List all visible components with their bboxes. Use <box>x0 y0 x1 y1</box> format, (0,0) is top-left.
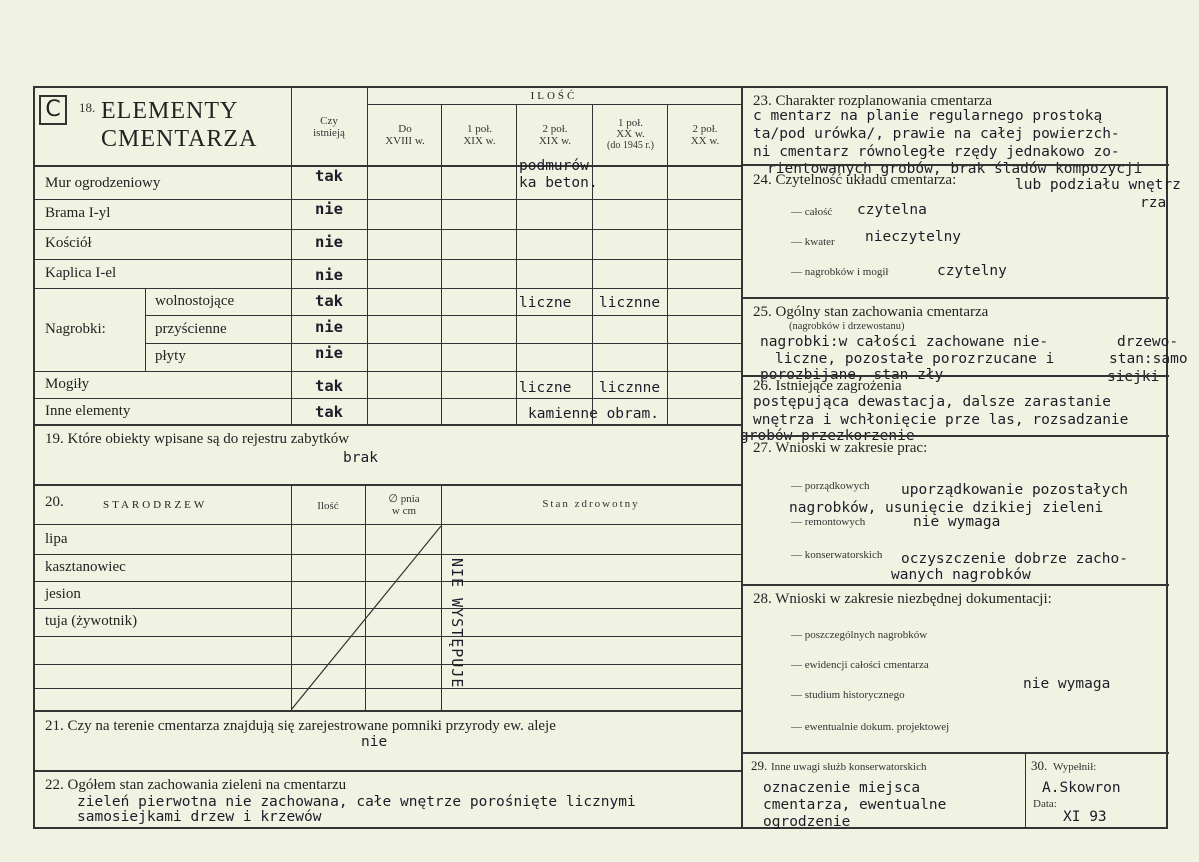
exists-value: nie <box>315 266 343 284</box>
element-label: przyścienne <box>155 321 227 337</box>
element-label: Mur ogrodzeniowy <box>45 175 161 191</box>
strike-diagonal <box>291 526 443 710</box>
q21-answer: nie <box>361 734 388 750</box>
mogily-2pol-note: liczne <box>519 380 572 396</box>
record-card <box>33 86 1188 830</box>
q25-right-line: siejki <box>1107 369 1160 385</box>
q26-line: postępująca dewastacja, dalsze zarastanie <box>753 394 1111 410</box>
grid-line <box>741 164 1169 166</box>
q23-line: ta/pod urówka/, prawie na całej powierzch- <box>753 126 1120 142</box>
istnieja-text: istnieją <box>313 127 345 139</box>
q26-label: 26. Istniejące zagrożenia <box>753 378 902 394</box>
q30-wypelnil: Wypełnił: <box>1053 761 1097 773</box>
q28-item: — ewidencji całości cmentarza <box>791 659 929 671</box>
q25-right-line: stan:samo <box>1109 351 1188 367</box>
grid-line <box>35 398 741 399</box>
grid-line <box>35 424 741 426</box>
exists-value: tak <box>315 403 343 421</box>
czy-istnieja-header <box>293 115 365 139</box>
period-do-xviii <box>369 123 441 147</box>
grid-line <box>1025 752 1026 829</box>
q30-number: 30. <box>1031 758 1048 773</box>
grid-line <box>367 88 368 424</box>
mur-note-1: podmurów <box>519 158 589 174</box>
q24-row-value: czytelna <box>857 202 927 218</box>
exists-value: nie <box>315 344 343 362</box>
grid-line <box>35 484 741 486</box>
q25-label: 25. Ogólny stan zachowania cmentarza <box>753 304 989 320</box>
q27-konserwatorskich: — konserwatorskich <box>791 549 883 561</box>
grid-line <box>441 104 442 424</box>
period-2pol-xix <box>518 123 592 147</box>
q20-title: STARODRZEW <box>103 499 208 511</box>
grid-line <box>35 770 741 772</box>
grid-line <box>35 371 741 372</box>
grid-line <box>35 165 741 167</box>
element-label: Mogiły <box>45 376 90 392</box>
pnia-text: w cm <box>391 505 417 517</box>
pnia-text: ∅ pnia <box>388 493 420 505</box>
q29-line: oznaczenie miejsca <box>763 780 921 796</box>
q25-sub: (nagrobków i drzewostanu) <box>789 321 905 332</box>
grid-line <box>741 752 1169 754</box>
q23-line: ni cmentarz równoległe rzędy jednakowo zo- <box>753 144 1120 160</box>
grid-line <box>145 288 146 371</box>
q22-label: 22. Ogółem stan zachowania zieleni na cmentarzu <box>45 777 347 793</box>
q29-line: ogrodzenie <box>763 814 851 830</box>
q24-row-label: — nagrobków i mogił <box>791 266 889 278</box>
exists-value: nie <box>315 318 343 336</box>
period-text: XIX w. <box>538 135 572 147</box>
q24-row-value: czytelny <box>937 263 1007 279</box>
grid-line <box>741 297 1169 299</box>
q27-label: 27. Wnioski w zakresie prac: <box>753 440 928 456</box>
tree-label: kasztanowiec <box>45 559 126 575</box>
period-text: 2 poł. <box>692 123 718 135</box>
grid-line <box>35 524 741 525</box>
q28-item: — studium historycznego <box>791 689 905 701</box>
q22-line-2: samosiejkami drzew i krzewów <box>77 809 322 825</box>
q30-name: A.Skowron <box>1042 780 1121 796</box>
q30-date: XI 93 <box>1063 809 1107 825</box>
exists-value: nie <box>315 233 343 251</box>
exists-value: nie <box>315 200 343 218</box>
q25-left-line: liczne, pozostałe porozrzucane i <box>775 351 1055 367</box>
q19-answer: brak <box>343 450 378 466</box>
q25-left-line: porozbijane, stan zły <box>760 367 944 383</box>
q27-remontowych: — remontowych <box>791 516 866 528</box>
grid-line <box>35 259 741 260</box>
q21-label: 21. Czy na terenie cmentarza znajdują się zarejestrowane pomniki przyrody ew. aleje <box>45 718 556 734</box>
grid-line <box>291 88 292 424</box>
q20-pnia-header <box>367 493 441 517</box>
q23-line: rientowanych grobów, brak śladów kompozycji <box>767 161 1143 177</box>
q26-line: grobów przezkorzenie <box>740 428 915 444</box>
period-text: XX w. <box>616 128 645 140</box>
q28-label: 28. Wnioski w zakresie niezbędnej dokumentacji: <box>753 591 1052 607</box>
grid-line <box>741 584 1169 586</box>
period-text: XX w. <box>690 135 720 147</box>
grid-line <box>592 104 593 424</box>
period-text: XIX w. <box>463 135 496 147</box>
inne-note: kamienne obram. <box>528 406 659 422</box>
grid-line <box>35 229 741 230</box>
q25-right-line: drzewo- <box>1117 334 1179 350</box>
q29-number: 29. <box>751 758 768 773</box>
exists-value: tak <box>315 167 343 185</box>
section-number: 18. <box>79 100 96 115</box>
exists-value: tak <box>315 377 343 395</box>
grid-line <box>741 435 1169 437</box>
period-text: (do 1945 r.) <box>607 140 654 151</box>
q24-row-label: — całość <box>791 206 833 218</box>
q27-kons-value-1: oczyszczenie dobrze zacho- <box>901 551 1128 567</box>
q27-porzadkowych: — porządkowych <box>791 480 870 492</box>
q24-label: 24. Czytelność układu cmentarza: <box>753 172 957 188</box>
q28-answer: nie wymaga <box>1023 676 1111 692</box>
period-text: XVIII w. <box>385 135 425 147</box>
grid-line <box>145 343 741 344</box>
q20-ilosc-header: Ilość <box>317 500 339 512</box>
q28-item: — poszczególnych nagrobków <box>791 629 928 641</box>
grid-line <box>741 375 1169 377</box>
q27-rem-value: nie wymaga <box>913 514 1001 530</box>
section-title-1: ELEMENTY <box>101 98 239 124</box>
grid-line <box>35 710 741 712</box>
element-label: Kościół <box>45 235 92 251</box>
q27-porz-value-2: nagrobków, usunięcie dzikiej zieleni <box>789 500 1104 516</box>
ilosc-header: ILOŚĆ <box>530 90 578 102</box>
q20-stan-header: Stan zdrowotny <box>542 498 640 510</box>
grid-line <box>145 315 741 316</box>
period-text: 1 poł. <box>466 123 493 135</box>
q25-left-line: nagrobki:w całości zachowane nie- <box>760 334 1049 350</box>
mur-note-2: ka beton. <box>519 175 598 191</box>
column-divider <box>741 88 743 829</box>
q24-extra-1: lub podziału wnętrz <box>1015 177 1181 193</box>
q20-number: 20. <box>45 494 64 510</box>
q30-data-label: Data: <box>1033 798 1057 810</box>
q22-line-1: zieleń pierwotna nie zachowana, całe wnętrze porośnięte licznymi <box>77 794 636 810</box>
q23-line: c mentarz na planie regularnego prostoką <box>753 108 1103 124</box>
q27-porz-value-1: uporządkowanie pozostałych <box>901 482 1128 498</box>
q28-item: — ewentualnie dokum. projektowej <box>791 721 950 733</box>
period-text: 1 poł. <box>617 117 644 129</box>
section-title-2: CMENTARZA <box>101 126 258 152</box>
q26-line: wnętrza i wchłonięcie prze las, rozsadzanie <box>753 412 1129 428</box>
period-1pol-xx <box>594 118 667 151</box>
grid-line <box>35 288 741 289</box>
q29-line: cmentarza, ewentualne <box>763 797 947 813</box>
q23-label: 23. Charakter rozplanowania cmentarza <box>753 93 993 109</box>
tree-label: jesion <box>45 586 81 602</box>
element-label: Kaplica I-el <box>45 265 117 281</box>
q24-extra-2: rza <box>1140 195 1167 211</box>
tree-label: tuja (żywotnik) <box>45 613 138 629</box>
element-label: wolnostojące <box>155 293 235 309</box>
period-1pol-xix <box>443 123 516 147</box>
grid-line <box>367 104 741 105</box>
czy-text: Czy <box>320 115 338 127</box>
wolno-2pol-note: liczne <box>519 295 572 311</box>
grid-line <box>667 104 668 424</box>
period-2pol-xx <box>669 123 741 147</box>
wolno-1pol-note: licznne <box>599 295 661 311</box>
grid-line <box>516 104 517 424</box>
element-label: płyty <box>155 348 186 364</box>
period-text: 2 poł. <box>542 123 568 135</box>
q27-kons-value-2: wanych nagrobków <box>891 567 1031 583</box>
mogily-1pol-note: licznne <box>599 380 661 396</box>
q24-row-value: nieczytelny <box>865 229 962 245</box>
period-text: Do <box>398 123 412 135</box>
tree-label: lipa <box>45 531 68 547</box>
element-label: Brama I-yl <box>45 205 111 221</box>
nagrobki-label: Nagrobki: <box>45 321 106 337</box>
q20-vertical-note: NIE WYSTĘPUJE <box>448 558 466 689</box>
element-label: Inne elementy <box>45 403 131 419</box>
section-letter-box: C <box>39 95 67 125</box>
q19-label: 19. Które obiekty wpisane są do rejestru zabytków <box>45 431 350 447</box>
grid-line <box>35 199 741 200</box>
q29-label: Inne uwagi służb konserwatorskich <box>771 761 927 773</box>
q24-row-label: — kwater <box>791 236 835 248</box>
exists-value: tak <box>315 292 343 310</box>
